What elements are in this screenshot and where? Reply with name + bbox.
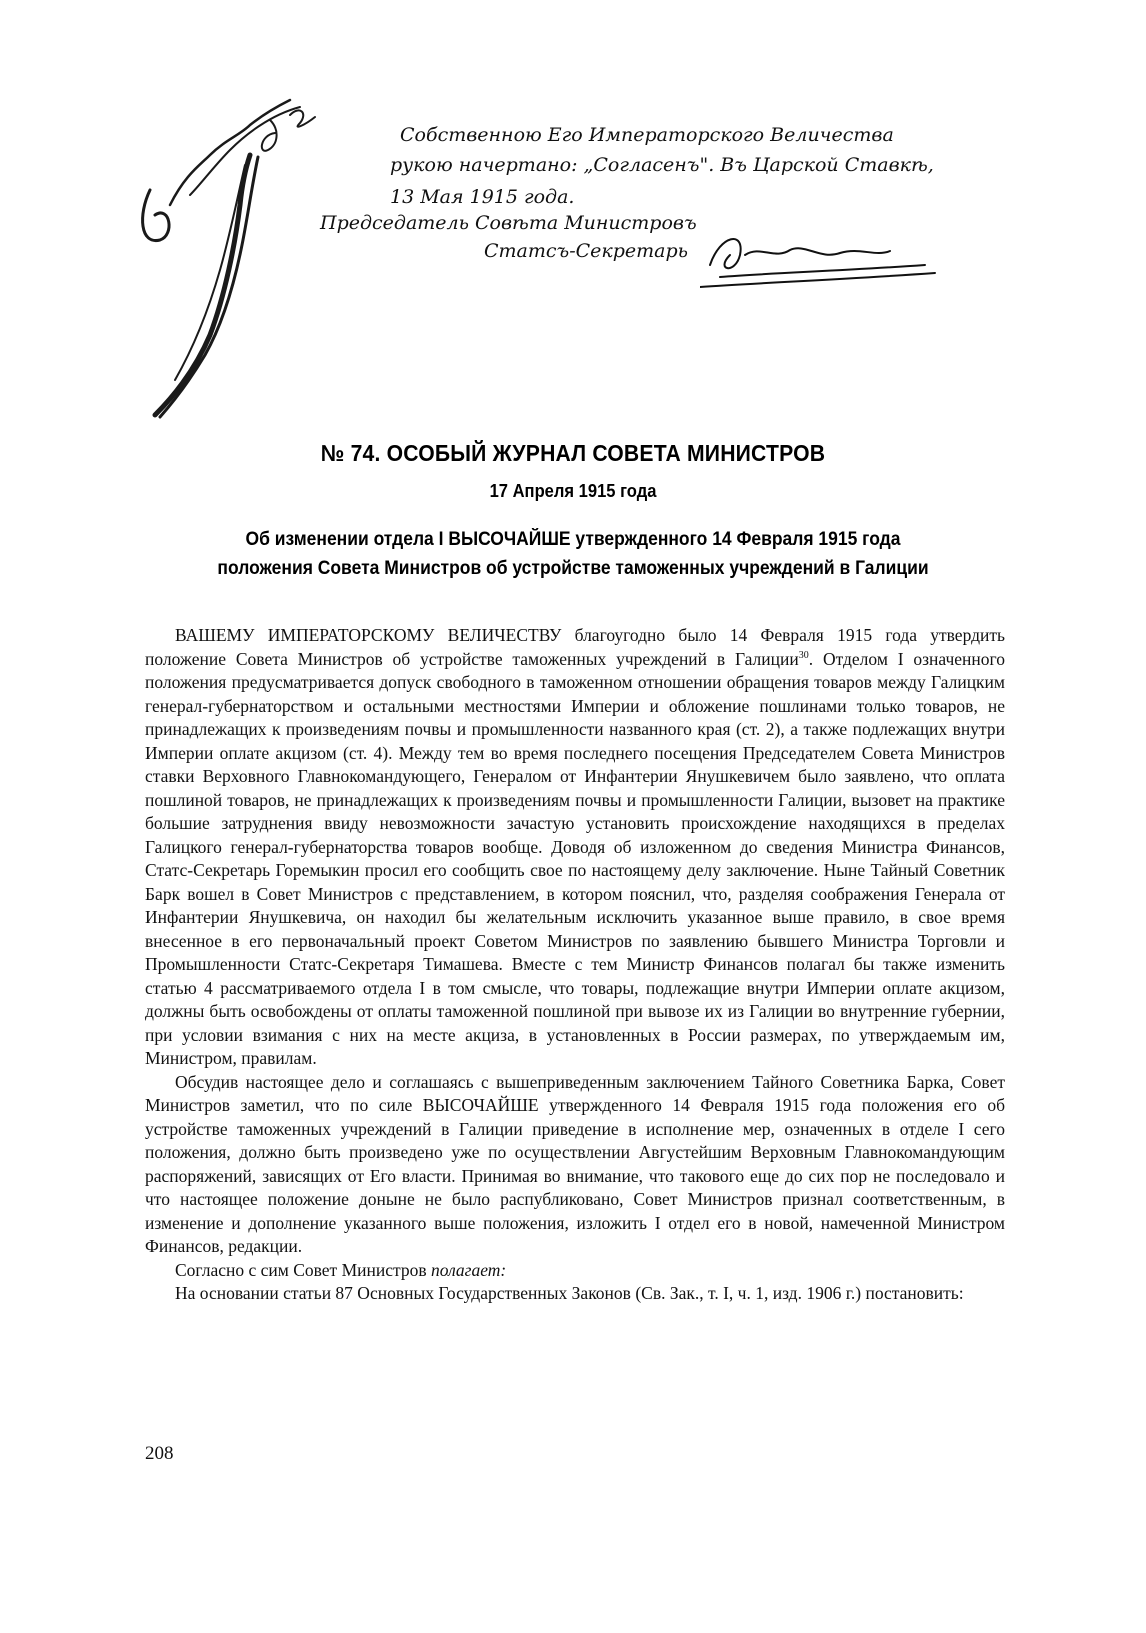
handwritten-imperial-note bbox=[320, 110, 1010, 310]
stamp-stroke bbox=[143, 190, 169, 241]
document-title: № 74. ОСОБЫЙ ЖУРНАЛ СОВЕТА МИНИСТРОВ bbox=[320, 440, 826, 466]
paragraph-text: Согласно с сим Совет Министров bbox=[175, 1259, 431, 1280]
paragraph bbox=[145, 1259, 1005, 1283]
goremykin-signature bbox=[700, 215, 940, 295]
footnote-marker: 30 bbox=[798, 649, 809, 661]
paragraph: На основании статьи 87 Основных Государственных Законов (Св. Зак., т. I, ч. 1, изд. 1906 г.) постановить: bbox=[175, 1283, 964, 1303]
document-body bbox=[145, 624, 1005, 1306]
document-subtitle bbox=[175, 525, 972, 583]
paragraph-text: ВАШЕМУ ИМПЕРАТОРСКОМУ ВЕЛИЧЕСТВУ благоугодно было 14 Февраля 1915 года утвердить положение Совета Министров об устройстве таможенных учреждений в Галиции bbox=[145, 625, 1005, 669]
stamp-stroke bbox=[262, 120, 277, 151]
handwritten-line: 13 Мая 1915 года. bbox=[390, 186, 575, 208]
handwritten-line: Председатель Совѣта Министровъ bbox=[320, 212, 697, 234]
handwritten-line: рукою начертано: „Согласенъ". Въ Царской Ставкѣ, bbox=[390, 154, 934, 176]
handwritten-approval-stamp bbox=[130, 95, 330, 425]
handwritten-line: Статсъ-Секретарь bbox=[484, 240, 689, 262]
paragraph-text: . Отделом I означенного положения предусматривается допуск свободного в таможенном отношении обращения товаров между Галицким генерал-губернаторством и остальными местностями Империи и обложение пошлинами только товаров, не принадлежащих к произведениям почвы и промышленности названного края (ст. 2), а также подлежащих внутри Империи оплате акцизом (ст. 4). Между тем во время последнего посещения Председателем Совета Министров ставки Верховного Главнокомандующего, Генералом от Инфантерии Янушкевичем было заявлено, что оплата пошлиной товаров, не принадлежащих к произведениям почвы и промышленности Галиции, вызовет на практике большие затруднения ввиду невозможности зачастую установить происхождение находящихся в пределах Галицкого генерал-губернаторства товаров вообще. Доводя об изложенном до сведения Министра Финансов, Статс-Секретарь Горемыкин просил его сообщить свое по настоящему делу заключение. Ныне Тайный Советник Барк вошел в Совет Министров с представлением, в котором пояснил, что, разделяя соображения Генерала от Инфантерии Янушкевича, он находил бы желательным исключить указанное выше правило, в свое время внесенное в его первоначальный проект Советом Министров по заявлению бывшего Министра Торговли и Промышленности Статс-Секретаря Тимашева. Вместе с тем Министр Финансов полагал бы также изменить статью 4 рассматриваемого отдела I в том смысле, что товары, подлежащие внутри Империи оплате акцизом, должны быть освобождены от оплаты таможенной пошлиной при вывозе их из Галиции во внутренние губернии, при условии взимания с них на месте акциза, в установленных в России размерах, по утверждаемым им, Министром, правилам. bbox=[145, 648, 1005, 1068]
stamp-stroke bbox=[290, 110, 315, 126]
stamp-stroke bbox=[155, 155, 250, 415]
handwritten-line: Собственною Его Императорского Величества bbox=[400, 124, 894, 146]
paragraph bbox=[145, 624, 1005, 1071]
paragraph: Обсудив настоящее дело и соглашаясь с вышеприведенным заключением Тайного Советника Барка, Совет Министров заметил, что по силе ВЫСОЧАЙШЕ утвержденного 14 Февраля 1915 года положения его об устройстве таможенных учреждений в Галиции приведение в исполнение мер, означенных в отделе I сего положения, должно быть произведено уже по осуществлении Августейшим Верховным Главнокомандующим распоряжений, зависящих от Его власти. Принимая во внимание, что такового еще до сих пор не последовало и что настоящее положение доныне не было распубликовано, Совет Министров признал соответственным, в изменение и дополнение указанного выше положения, изложить I отдел его в новой, намеченной Министром Финансов, редакции. bbox=[145, 1071, 1005, 1256]
document-date: 17 Апреля 1915 года bbox=[489, 481, 657, 501]
stamp-stroke bbox=[170, 100, 290, 205]
paragraph-emphasis: полагает: bbox=[431, 1259, 507, 1280]
subtitle-line: Об изменении отдела I ВЫСОЧАЙШЕ утвержденного 14 Февраля 1915 года bbox=[245, 529, 901, 550]
subtitle-line: положения Совета Министров об устройстве таможенных учреждений в Галиции bbox=[217, 558, 929, 579]
page-number: 208 bbox=[145, 1443, 174, 1464]
